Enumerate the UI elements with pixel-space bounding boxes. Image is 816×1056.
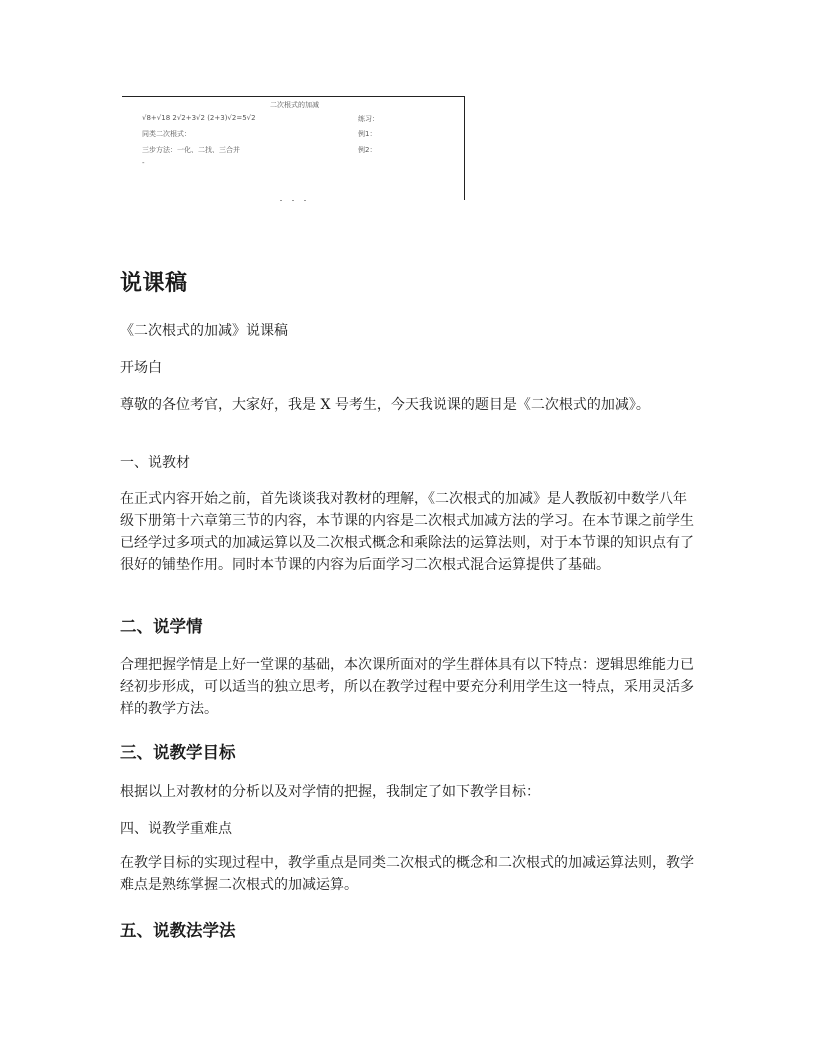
section-heading-goals: 三、说教学目标 (120, 743, 236, 762)
board-right-line: 例2： (358, 146, 377, 154)
board-top-border (122, 96, 465, 97)
keypoints-paragraph: 在教学目标的实现过程中，教学重点是同类二次根式的概念和二次根式的加减运算法则，教学难点是熟练掌握二次根式的加减运算。 (120, 855, 694, 893)
section-heading-textbook: 一、说教材 (120, 455, 190, 471)
textbook-paragraph: 在正式内容开始之前，首先谈谈我对教材的理解，《二次根式的加减》是人教版初中数学八年级下册第十六章第三节的内容，本节课的内容是二次根式加减方法的学习。在本节课之前学生已经学过多项式的加减运算以及二次根式概念和乘除法的运算法则，对于本节课的知识点有了很好的铺垫作用。同时本节课的内容为后面学习二次根式混合运算提供了基础。 (120, 491, 694, 573)
board-line: 同类二次根式： (142, 130, 191, 138)
students-paragraph: 合理把握学情是上好一堂课的基础，本次课所面对的学生群体具有以下特点：逻辑思维能力已经初步形成，可以适当的独立思考，所以在教学过程中要充分利用学生这一特点，采用灵活多样的教学方法。 (120, 657, 694, 717)
board-right-line: 例1： (358, 130, 377, 138)
blackboard-figure (122, 96, 465, 200)
board-line: 三步方法：一化、二找、三合并 (142, 146, 240, 154)
board-line: - (142, 159, 145, 167)
board-right-line: 练习： (358, 115, 379, 123)
goals-paragraph: 根据以上对教材的分析以及对学情的把握，我制定了如下教学目标： (120, 784, 540, 800)
board-mark (292, 200, 294, 201)
board-mark (280, 200, 282, 201)
section-heading-methods: 五、说教法学法 (120, 921, 236, 940)
board-heading: 二次根式的加减 (270, 101, 319, 109)
board-right-border (464, 96, 465, 200)
board-mark (304, 200, 306, 201)
intro-paragraph: 尊敬的各位考官，大家好，我是 X 号考生，今天我说课的题目是《二次根式的加减》。 (120, 397, 650, 413)
section-heading-keypoints: 四、说教学重难点 (120, 821, 232, 837)
page-title: 说课稿 (120, 271, 188, 296)
doc-title: 《二次根式的加减》说课稿 (120, 323, 288, 339)
section-heading-students: 二、说学情 (120, 617, 203, 636)
opening-label: 开场白 (120, 360, 162, 376)
board-line: √8+√18 2√2+3√2 (2+3)√2=5√2 (142, 114, 256, 122)
